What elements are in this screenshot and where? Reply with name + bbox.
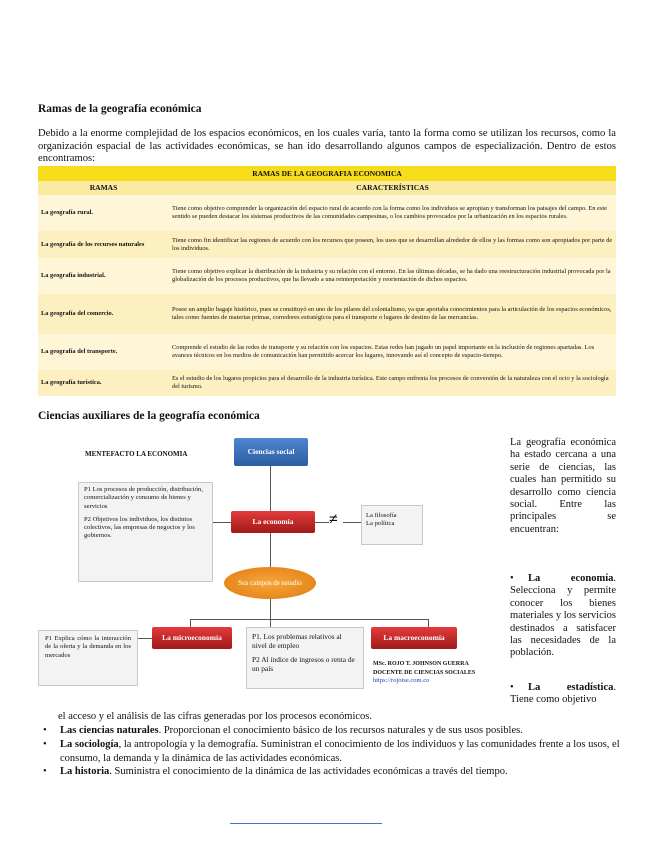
economia-box: La economía — [231, 511, 315, 533]
problemas-box — [246, 627, 364, 689]
bullet-text: . Suministra el conocimiento de la dinámica de las actividades económicas a través del tiempo. — [109, 766, 508, 778]
bullet-list — [38, 724, 620, 779]
author-role: DOCENTE DE CIENCIAS SOCIALES — [373, 669, 476, 676]
rama-desc: Es el estudio de los lugares propicios para el desarrollo de la industria turística. Este campo enfrenta los procesos de conversión de la naturaleza con el ocio y la sociología del turismo. — [172, 375, 609, 390]
bullet-text: . Proporcionan el conocimiento básico de los recursos naturales y de sus usos posibles. — [158, 725, 523, 736]
table-title: RAMAS DE LA GEOGRAFIA ECONOMICA — [38, 166, 616, 181]
mentefacto-title: MENTEFACTO LA ECONOMIA — [85, 450, 188, 458]
problemas-p2: P2 Al índice de ingresos o renta de un país — [252, 655, 355, 673]
bullet-term: La historia — [60, 766, 110, 778]
rama-name: La geografía industrial. — [41, 272, 106, 280]
rama-desc: Posee un amplio bagaje histórico, pues se constituyó en uno de los pilares del colonialismo, ya que aportaba conocimientos para la articulación de los espacios económicos, tales como fuentes de materias primas, corredores estratégicos para el transporte o lugares de destino de las mercancías. — [172, 306, 612, 321]
exclusion-filosofia: La filosofía — [366, 512, 397, 519]
sidebar-intro: La geografía económica ha estado cercana a una serie de ciencias, las cuales han permitido su desarrollo como ciencia social. Entre las principales se encuentran: — [510, 437, 616, 535]
table-row — [38, 231, 616, 258]
ciencias-social-box: Ciencias social — [234, 438, 308, 466]
rama-name: La geografía del transporte. — [41, 348, 118, 356]
ramas-table — [38, 166, 616, 396]
bullet-term: La economía — [528, 573, 614, 584]
exclusions-box — [361, 505, 423, 545]
bullet-term: Las ciencias naturales — [60, 725, 159, 736]
author-url[interactable]: https://rojotse.com.co — [373, 677, 430, 684]
sidebar-bullet-economia: • La economía. Selecciona y permite conocer los bienes materiales y los servicios destinados a satisfacer las necesidades de la población. — [510, 573, 616, 659]
table-row — [38, 258, 616, 294]
table-row — [38, 294, 616, 334]
author-name: MSc. ROJO T. JOHNSON GUERRA — [373, 661, 469, 667]
campos-estudio-oval: Sus campos de estudio — [224, 567, 316, 599]
bullet-term: La estadística — [528, 682, 614, 693]
table-row — [38, 370, 616, 396]
not-equal-symbol: ≠ — [329, 511, 338, 528]
col-header-caracteristicas: CARACTERÍSTICAS — [169, 181, 616, 195]
table-row — [38, 195, 616, 231]
mentefacto-diagram — [38, 432, 503, 702]
bullet-term: La sociología — [60, 738, 119, 750]
section-title-ciencias: Ciencias auxiliares de la geografía económica — [38, 410, 260, 422]
propositions-box — [78, 482, 213, 582]
list-item — [38, 724, 620, 738]
list-item — [38, 738, 620, 766]
microeconomia-box: La microeconomía — [152, 627, 232, 649]
sidebar-bullet-estadistica: • La estadística. Tiene como objetivo — [510, 682, 616, 706]
macroeconomia-box: La macroeconomía — [371, 627, 457, 649]
author-block — [373, 660, 475, 686]
continuation-text: el acceso y el análisis de las cifras generadas por los procesos económicos. — [58, 711, 373, 722]
intro-paragraph: Debido a la enorme complejidad de los espacios económicos, en los cuales varía, tanto la forma como se utilizan los recursos, como la organización espacial de las actividades económicas, se han ido desarrollando algunos campos de especialización. Dentro de estos encontramos: — [38, 128, 616, 164]
micro-description-box: P1 Explica cómo la interacción de la oferta y la demanda en los mercados — [38, 630, 138, 686]
proposition-p2: P2 Objetivos los individuos, los distintos colectivos, las empresas de negocios y los gobiernos. — [84, 515, 195, 540]
bullet-text: , la antropología y la demografía. Suministran el conocimiento de los individuos y las comunidades frente a los usos, el consumo, la demanda y la dinámica de las actividades económicas. — [60, 738, 620, 764]
problemas-p1: P1. Los problemas relativos al nivel de empleo — [252, 632, 342, 650]
footer-divider — [230, 823, 382, 824]
rama-name: La geografía de los recursos naturales — [41, 240, 145, 248]
rama-name: La geografía turística. — [41, 379, 102, 387]
rama-desc: Tiene como objetivo explicar la distribución de la industria y su relación con el entorno. En las últimas décadas, se ha dado una reestructuración industrial provocada por la globalización de los procesos productivos, que ha llevado a una reinterpretación y reorientación de dichos espacios. — [172, 268, 611, 283]
table-row — [38, 334, 616, 370]
rama-desc: Comprende el estudio de las redes de transporte y su relación con los espacios. Estas redes han jugado un papel importante en la inclusión de regiones apartadas. Los avances técnicos en los medios de comunicación han permitido acercar los lugares, innovando así el concepto de espacio-tiempo. — [172, 344, 595, 359]
exclusion-politica: La política — [366, 520, 395, 528]
section-title-ramas: Ramas de la geografía económica — [38, 103, 202, 115]
bullet-text: . Selecciona y permite conocer los bienes materiales y los servicios destinados a satisfacer las necesidades de la población. — [510, 573, 616, 659]
col-header-ramas: RAMAS — [38, 181, 169, 195]
rama-name: La geografía del comercio. — [41, 310, 114, 318]
rama-desc: Tiene como objetivo comprender la organización del espacio rural de acuerdo con la forma como los individuos se apropian y transforman los paisajes del campo. En este sentido se pueden destacar los sistemas productivos de las comunidades campesinas, o los cambios provocados por la urbanización en los espacios rurales. — [172, 205, 607, 220]
rama-name: La geografía rural. — [41, 209, 94, 217]
list-item — [38, 765, 620, 779]
rama-desc: Tiene como fin identificar las regiones de acuerdo con los recursos que poseen, los usos que se desarrollan alrededor de ellos y las formas como son apropiados por parte de los individuos. — [172, 236, 613, 252]
bullet-text: . Tiene como objetivo — [510, 682, 616, 706]
proposition-p1: P1 Los procesos de producción, distribución, comercialización y consumo de bienes y servicios — [84, 486, 203, 510]
